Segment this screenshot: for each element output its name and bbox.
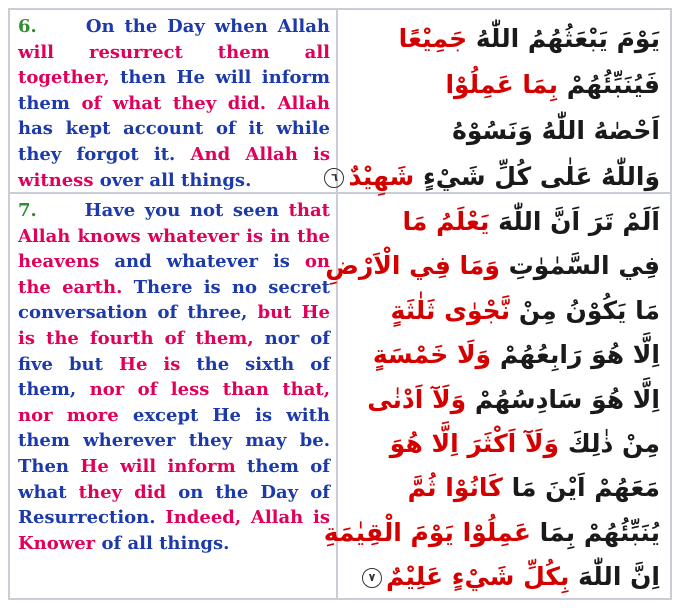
arabic-text: مِنْ ذٰلِكَ: [567, 429, 660, 459]
translation-segment: them of what: [18, 455, 330, 503]
translation-segment: nor of less than that, nor more: [18, 379, 330, 426]
translation-segment: nor of five but: [18, 327, 330, 375]
translation-segment: Have you not seen: [84, 200, 280, 221]
arabic-line: [350, 289, 660, 333]
arabic-cell: [331, 10, 670, 192]
arabic-text-highlight: عَمِلُوْا يَوْمَ الْقِيٰمَةِ: [323, 517, 531, 547]
translation-segment: And Allah is witness: [18, 143, 330, 191]
arabic-text-highlight: وَمَا فِي الْاَرْضِ: [325, 251, 500, 281]
translation-segment: on the Day of Resurrection.: [18, 481, 330, 529]
arabic-text: يُنَبِّئُهُمْ بِمَا: [539, 517, 660, 547]
arabic-text: اَحْصٰهُ اللّٰهُ وَنَسُوْهُ: [452, 116, 660, 145]
arabic-text: اِلَّا هُوَ رَابِعُهُمْ: [499, 340, 660, 370]
translation-segment: the sixth of them,: [18, 353, 330, 401]
arabic-text-highlight: جَمِيْعًا: [398, 24, 468, 53]
arabic-line: [350, 378, 660, 422]
verse-table: [8, 8, 672, 600]
translation-segment: He will inform: [80, 455, 236, 477]
translation-segment: and whatever is: [114, 251, 290, 273]
arabic-line: [323, 511, 660, 555]
arabic-text-highlight: بِكُلِّ شَيْءٍ عَلِيْمٌ: [385, 562, 570, 592]
arabic-line: [325, 244, 660, 288]
verse-number: 7.: [18, 200, 37, 221]
arabic-line: [350, 62, 660, 108]
arabic-line: [350, 466, 660, 510]
translation-cell: [10, 194, 338, 598]
arabic-text: وَاللّٰهُ عَلٰى كُلِّ شَيْءٍ: [422, 162, 660, 191]
arabic-text: مَعَهُمْ اَيْنَ مَا: [511, 473, 660, 503]
arabic-text-highlight: بِمَا عَمِلُوْا: [445, 70, 558, 99]
arabic-text: مَا يَكُوْنُ مِنْ: [518, 295, 660, 325]
ayah-end-marker: ٦: [324, 168, 344, 188]
arabic-text: فَيُنَبِّئُهُمْ: [566, 70, 660, 99]
translation-segment: they may be. Then: [18, 430, 330, 477]
translation-segment: of what they did.: [81, 92, 267, 114]
arabic-line: [350, 108, 660, 154]
translation-segment: has kept account of it while they forgot it.: [18, 118, 330, 165]
translation-segment: will resurrect them all together,: [18, 41, 330, 89]
arabic-text-highlight: كَانُوْا ثُمَّ: [407, 473, 503, 503]
arabic-text-highlight: يَعْلَمُ مَا: [402, 207, 490, 236]
arabic-text-highlight: وَلَآ اَدْنٰى: [367, 384, 467, 414]
translation-segment: on the earth.: [18, 251, 330, 298]
translation-segment: that Allah knows whatever is in the heavens: [18, 200, 330, 273]
verse-row-7: [10, 194, 670, 598]
translation-segment: but He is the fourth of them,: [18, 302, 330, 349]
arabic-text-highlight: وَلَآ اَكْثَرَ اِلَّا هُوَ: [389, 429, 560, 459]
arabic-text: فِي السَّمٰوٰتِ: [508, 251, 660, 281]
translation-segment: Indeed, Allah is Knower: [18, 507, 330, 554]
translation-segment: they did: [78, 481, 167, 503]
ayah-end-marker: ٧: [362, 568, 382, 588]
arabic-text-highlight: نَّجْوٰى ثَلٰثَةٍ: [390, 295, 511, 325]
translation-segment: On the Day when Allah: [85, 16, 330, 37]
translation-segment: Allah: [277, 92, 330, 114]
translation-paragraph: [18, 198, 330, 556]
translation-segment: then He will inform them: [18, 67, 330, 114]
arabic-line: [350, 333, 660, 377]
arabic-cell: [323, 194, 670, 598]
arabic-text: اِنَّ اللّٰهَ: [578, 562, 660, 592]
arabic-line: [350, 422, 660, 466]
arabic-text: اِلَّا هُوَ سَادِسُهُمْ: [474, 384, 660, 414]
arabic-text-highlight: وَلَا خَمْسَةٍ: [372, 340, 492, 370]
translation-paragraph: [18, 14, 330, 193]
arabic-text: اَلَمْ تَرَ اَنَّ اللّٰهَ: [498, 207, 660, 236]
translation-segment: over all things.: [99, 169, 252, 191]
translation-cell: [10, 10, 338, 192]
arabic-line: [350, 200, 660, 244]
arabic-text-highlight: شَهِيْدٌ: [348, 162, 415, 191]
verse-number: 6.: [18, 16, 37, 37]
translation-segment: of all things.: [101, 532, 230, 554]
translation-segment: There is no secret conversation of three,: [18, 276, 331, 324]
arabic-line: [350, 16, 660, 62]
translation-segment: He is: [118, 353, 181, 375]
arabic-text: يَوْمَ يَبْعَثُهُمُ اللّٰهُ: [475, 24, 660, 53]
translation-segment: except He is with them wherever: [18, 404, 330, 452]
arabic-line: [350, 555, 660, 599]
verse-row-6: [10, 10, 670, 194]
